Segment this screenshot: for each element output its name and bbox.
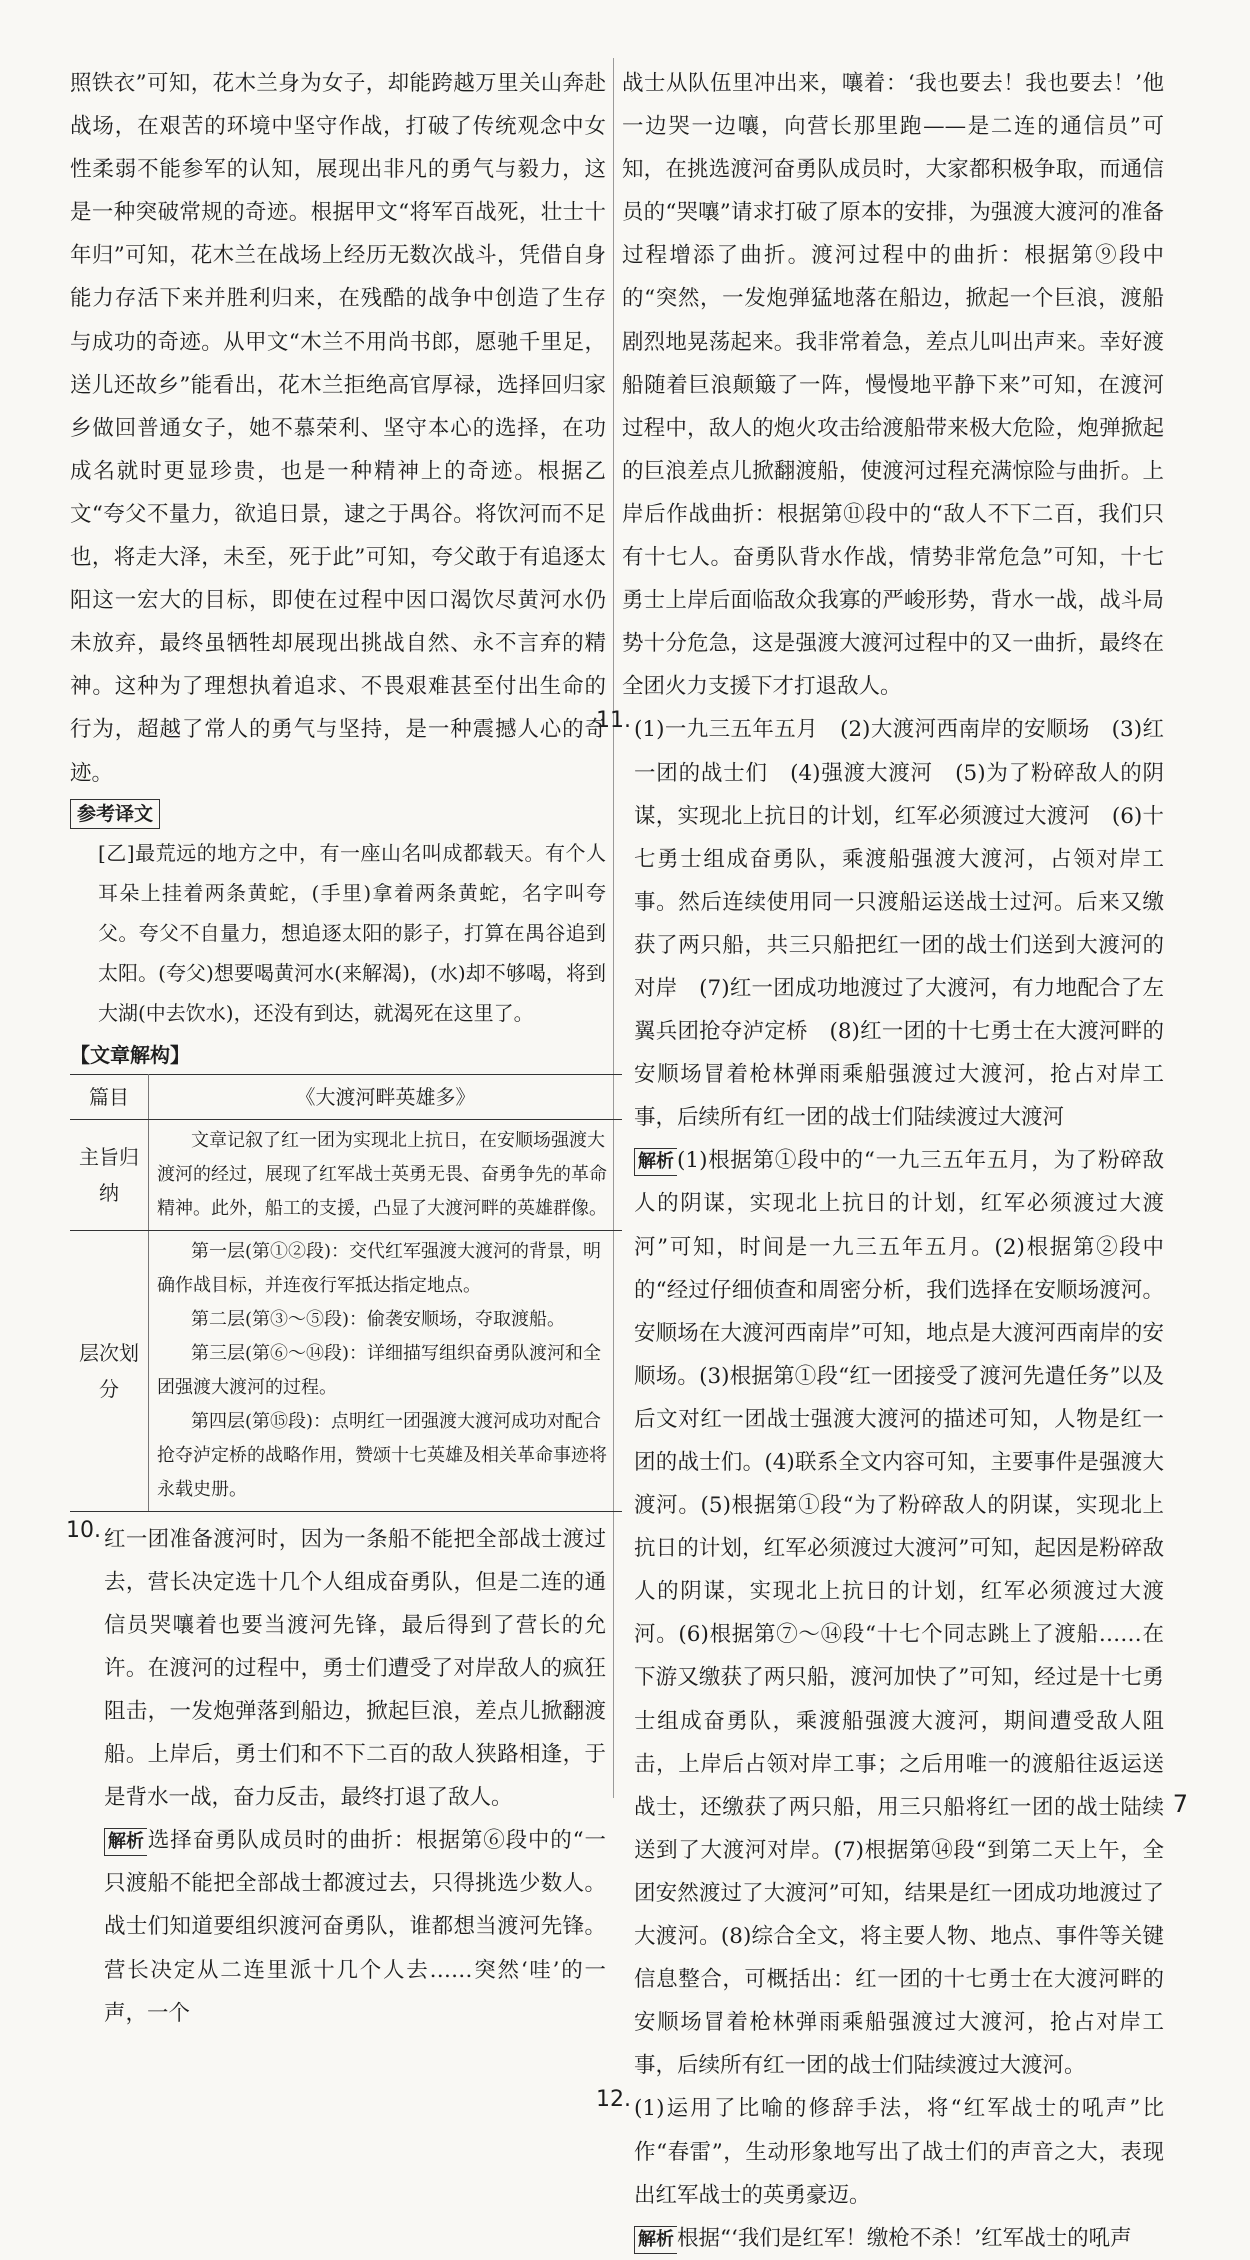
left-column <box>66 62 607 2035</box>
reference-translation-label: 参考译文 <box>70 799 160 829</box>
structure-table <box>70 1074 622 1512</box>
answer-text: (1)一九三五年五月 (2)大渡河西南岸的安顺场 (3)红一团的战士们 (4)强渡大渡河 (5)为了粉碎敌人的阴谋，实现北上抗日的计划，红军必须渡过大渡河 (6)十七勇士组成奋勇队，乘渡船强渡大渡河，占领对岸工事。然后连续使用同一只渡船运送战士过河。后来又缴获了两只船，共三只船把红一团的战士们送到大渡河的对岸 (7)红一团成功地渡过了大渡河，有力地配合了左翼兵团抢夺泸定桥 (8)红一团的十七勇士在大渡河畔的安顺场冒着枪林弹雨乘船强渡过大渡河，抢占对岸工事，后续所有红一团的战士们陆续渡过大渡河 <box>634 717 1164 1131</box>
structure-item: 第四层(第⑮段)：点明红一团强渡大渡河成功对配合抢夺泸定桥的战略作用，赞颂十七英雄及相关革命事迹将永载史册。 <box>157 1410 607 1500</box>
reference-translation-text: [乙]最荒远的地方之中，有一座山名叫成都载天。有个人耳朵上挂着两条黄蛇，(手里)拿着两条黄蛇，名字叫夸父。夸父不自量力，想追逐太阳的影子，打算在禺谷追到太阳。(夸父)想要喝黄河水(来解渴)，(水)却不够喝，将到大湖(中去饮水)，还没有到达，就渴死在这里了。 <box>98 840 606 1025</box>
table-value-title: 《大渡河畔英雄多》 <box>149 1074 623 1119</box>
table-key-structure: 层次划分 <box>70 1230 149 1511</box>
question-10 <box>66 1517 606 2035</box>
analysis-label: 解析 <box>634 1148 677 1176</box>
intro-paragraph: 照铁衣”可知，花木兰身为女子，却能跨越万里关山奔赴战场，在艰苦的环境中坚守作战，打破了传统观念中女性柔弱不能参军的认知，展现出非凡的勇气与毅力，这是一种突破常规的奇迹。根据甲文“将军百战死，壮士十年归”可知，花木兰在战场上经历无数次战斗，凭借自身能力存活下来并胜利归来，在残酷的战争中创造了生存与成功的奇迹。从甲文“木兰不用尚书郎，愿驰千里足，送儿还故乡”能看出，花木兰拒绝高官厚禄，选择回归家乡做回普通女子，她不慕荣利、坚守本心的选择，在功成名就时更显珍贵，也是一种精神上的奇迹。根据乙文“夸父不量力，欲追日景，逮之于禺谷。将饮河而不足也，将走大泽，未至，死于此”可知，夸父敢于有追逐太阳这一宏大的目标，即使在过程中因口渴饮尽黄河水仍未放弃，最终虽牺牲却展现出挑战自然、永不言弃的精神。这种为了理想执着追求、不畏艰难甚至付出生命的行为，超越了常人的勇气与坚持，是一种震撼人心的奇迹。 <box>70 71 606 786</box>
analysis-text: 根据“‘我们是红军！缴枪不杀！’红军战士的吼声 <box>677 2225 1132 2251</box>
analysis-text: 选择奋勇队成员时的曲折：根据第⑥段中的“一只渡船不能把全部战士都渡过去，只得挑选少数人。战士们知道要组织渡河奋勇队，谁都想当渡河先锋。营长决定从二连里派十几个人去……突然‘哇’的一声，一个 <box>104 1828 606 2026</box>
question-number: 10. <box>66 1517 101 1543</box>
table-value-theme: 文章记叙了红一团为实现北上抗日，在安顺场强渡大渡河的经过，展现了红军战士英勇无畏、奋勇争先的革命精神。此外，船工的支援，凸显了大渡河畔的英雄群像。 <box>157 1129 607 1219</box>
continued-analysis: 战士从队伍里冲出来，嚷着：‘我也要去！我也要去！’他一边哭一边嚷，向营长那里跑——是二连的通信员”可知，在挑选渡河奋勇队成员时，大家都积极争取，而通信员的“哭嚷”请求打破了原本的安排，为强渡大渡河的准备过程增添了曲折。渡河过程中的曲折：根据第⑨段中的“突然，一发炮弹猛地落在船边，掀起一个巨浪，渡船剧烈地晃荡起来。我非常着急，差点儿叫出声来。幸好渡船随着巨浪颠簸了一阵，慢慢地平静下来”可知，在渡河过程中，敌人的炮火攻击给渡船带来极大危险，炮弹掀起的巨浪差点儿掀翻渡船，使渡河过程充满惊险与曲折。上岸后作战曲折：根据第⑪段中的“敌人不下二百，我们只有十七人。奋勇队背水作战，情势非常危急”可知，十七勇士上岸后面临敌众我寡的严峻形势，背水一战，战斗局势十分危急，这是强渡大渡河过程中的又一曲折，最终在全团火力支援下才打退敌人。 <box>622 71 1164 700</box>
table-key-title: 篇目 <box>70 1074 149 1119</box>
question-number: 12. <box>596 2087 631 2113</box>
structure-item: 第一层(第①②段)：交代红军强渡大渡河的背景，明确作战目标，并连夜行军抵达指定地点。 <box>157 1240 602 1296</box>
structure-item: 第二层(第③～⑤段)：偷袭安顺场，夺取渡船。 <box>191 1308 566 1330</box>
answer-text: 红一团准备渡河时，因为一条船不能把全部战士渡过去，营长决定选十几个人组成奋勇队，但是二连的通信员哭嚷着也要当渡河先锋，最后得到了营长的允许。在渡河的过程中，勇士们遭受了对岸敌人的疯狂阻击，一发炮弹落到船边，掀起巨浪，差点儿掀翻渡船。上岸后，勇士们和不下二百的敌人狭路相逢，于是背水一战，奋力反击，最终打退了敌人。 <box>104 1526 606 1811</box>
question-11 <box>596 708 1164 2087</box>
right-column <box>596 62 1164 2260</box>
question-number: 11. <box>596 708 631 734</box>
table-key-theme: 主旨归纳 <box>70 1119 149 1230</box>
page-number: 7 <box>1172 1790 1188 1818</box>
structure-item: 第三层(第⑥～⑭段)：详细描写组织奋勇队渡河和全团强渡大渡河的过程。 <box>157 1342 602 1398</box>
section-heading: 【文章解构】 <box>70 1042 190 1067</box>
answer-text: (1)运用了比喻的修辞手法，将“红军战士的吼声”比作“春雷”，生动形象地写出了战士们的声音之大，表现出红军战士的英勇豪迈。 <box>634 2096 1164 2208</box>
analysis-label: 解析 <box>104 1828 147 1856</box>
analysis-text: (1)根据第①段中的“一九三五年五月，为了粉碎敌人的阴谋，实现北上抗日的计划，红军必须渡过大渡河”可知，时间是一九三五年五月。(2)根据第②段中的“经过仔细侦查和周密分析，我们选择在安顺场渡河。安顺场在大渡河西南岸”可知，地点是大渡河西南岸的安顺场。(3)根据第①段“红一团接受了渡河先遣任务”以及后文对红一团战士强渡大渡河的描述可知，人物是红一团的战士们。(4)联系全文内容可知，主要事件是强渡大渡河。(5)根据第①段“为了粉碎敌人的阴谋，实现北上抗日的计划，红军必须渡过大渡河”可知，起因是粉碎敌人的阴谋，实现北上抗日的计划，红军必须渡过大渡河。(6)根据第⑦～⑭段“十七个同志跳上了渡船……在下游又缴获了两只船，渡河加快了”可知，经过是十七勇士组成奋勇队，乘渡船强渡大渡河，期间遭受敌人阻击，上岸后占领对岸工事；之后用唯一的渡船往返运送战士，还缴获了两只船，用三只船将红一团的战士陆续送到了大渡河对岸。(7)根据第⑭段“到第二天上午，全团安然渡过了大渡河”可知，结果是红一团成功地渡过了大渡河。(8)综合全文，将主要人物、地点、事件等关键信息整合，可概括出：红一团的十七勇士在大渡河畔的安顺场冒着枪林弹雨乘船强渡过大渡河，抢占对岸工事，后续所有红一团的战士们陆续渡过大渡河。 <box>634 1148 1164 2079</box>
question-12 <box>596 2087 1164 2259</box>
analysis-label: 解析 <box>634 2226 677 2254</box>
